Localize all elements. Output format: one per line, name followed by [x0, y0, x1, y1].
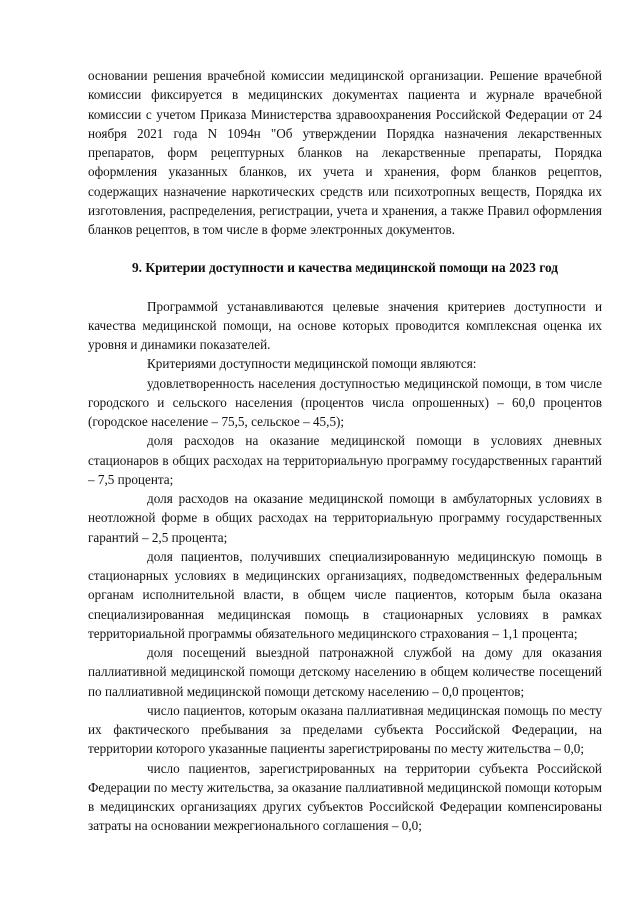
paragraph-palliative-compensated: число пациентов, зарегистрированных на территории субъекта Российской Федерации по месту жительства, за оказание паллиативной медицинской помощи которым в медицинских организациях других субъектов Российской Федерации компенсированы затраты на основании межрегионального соглашения – 0,0; [88, 760, 602, 834]
paragraph-criteria-lead: Критериями доступности медицинской помощи являются: [147, 356, 477, 372]
paragraph-continuation: основании решения врачебной комиссии медицинской организации. Решение врачебной комиссии фиксируется в медицинских документах пациента и журнале врачебной комиссии с учетом Приказа Министерства здравоохранения Российской Федерации от 24 ноября 2021 года N 1094н "Об утверждении Порядка назначения лекарственных препаратов, форм рецептурных бланков на лекарственные препараты, Порядка оформления указанных бланков, их учета и хранения, форм бланков рецептов, содержащих назначение наркотических средств или психотропных веществ, Порядка их изготовления, распределения, регистрации, учета и хранения, а также Правил оформления бланков рецептов, в том числе в форме электронных документов. [88, 68, 602, 237]
paragraph-intro: Программой устанавливаются целевые значения критериев доступности и качества медицинской помощи, на основе которых проводится комплексная оценка их уровня и динамики показателей. [88, 298, 602, 352]
paragraph-day-hospital-share: доля расходов на оказание медицинской помощи в условиях дневных стационаров в общих расходах на территориальную программу государственных гарантий – 7,5 процента; [88, 433, 602, 487]
section-heading: 9. Критерии доступности и качества медицинской помощи на 2023 год [131, 260, 559, 276]
paragraph-palliative-visits-share: доля посещений выездной патронажной службой на дому для оказания паллиативной медицинской помощи детскому населению в общем количестве посещений по паллиативной медицинской помощи детскому населению – 0,0 процентов; [88, 645, 602, 699]
paragraph-satisfaction: удовлетворенность населения доступностью медицинской помощи, в том числе городского и сельского населения (процентов числа опрошенных) – 60,0 процентов (городское население – 75,5, сельское – 45,5); [88, 375, 602, 429]
document-page [88, 66, 602, 836]
paragraph-outpatient-share: доля расходов на оказание медицинской помощи в амбулаторных условиях в неотложной форме в общих расходах на территориальную программу государственных гарантий – 2,5 процента; [88, 491, 602, 545]
paragraph-federal-patients-share: доля пациентов, получивших специализированную медицинскую помощь в стационарных условиях в медицинских организациях, подведомственных федеральным органам исполнительной власти, в общем числе пациентов, которым была оказана специализированная медицинская помощь в стационарных условиях в рамках территориальной программы обязательного медицинского страхования – 1,1 процента; [88, 548, 602, 641]
paragraph-palliative-outside-region: число пациентов, которым оказана паллиативная медицинская помощь по месту их фактического пребывания за пределами субъекта Российской Федерации, на территории которого указанные пациенты зарегистрированы по месту жительства – 0,0; [88, 702, 602, 757]
